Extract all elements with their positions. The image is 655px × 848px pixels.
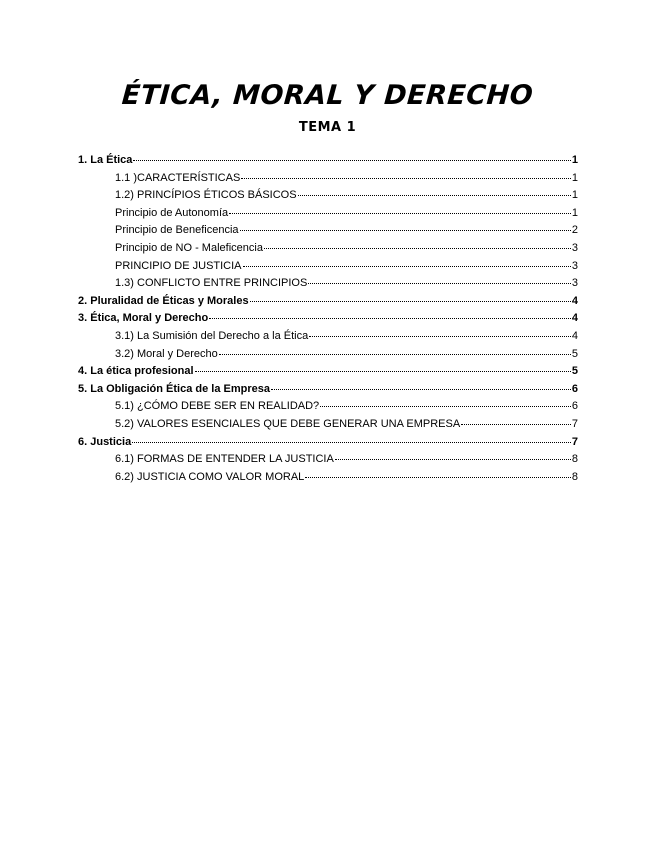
toc-entry-label: 1. La Ética [78,154,133,166]
document-subtitle: TEMA 1 [298,120,357,135]
toc-dot-leader [219,343,571,355]
toc-entry-page-number: 2 [571,224,578,237]
toc-entry-page-number: 7 [571,417,578,430]
toc-entry-page-number: 8 [571,470,578,483]
toc-dot-leader [132,431,571,443]
toc-entry-label: 6.1) FORMAS DE ENTENDER LA JUSTICIA [115,453,334,466]
toc-entry-label: 3.2) Moral y Derecho [115,347,218,360]
toc-entry-page-number: 3 [571,259,578,272]
toc-entry-label: PRINCIPIO DE JUSTICIA [115,259,242,272]
toc-entry-label: Principio de Beneficencia [115,224,239,237]
toc-entry-page-number: 6 [571,400,578,413]
toc-entry-page-number: 3 [571,241,578,254]
toc-entry-page-number: 3 [571,277,578,290]
toc-entry-page-number: 6 [571,382,578,395]
toc-entry-page-number: 5 [571,347,578,360]
toc-dot-leader [250,290,571,302]
toc-entry-label: 5.2) VALORES ESENCIALES QUE DEBE GENERAR UNA EMPRESA [115,417,461,430]
toc-dot-leader [461,413,571,425]
toc-entry-page-number: 4 [571,312,578,325]
toc-dot-leader [240,219,571,231]
toc-dot-leader [308,272,571,284]
table-of-contents [78,151,578,485]
toc-entry-label: Principio de NO - Maleficencia [115,241,263,254]
toc-entry-page-number: 1 [571,206,578,219]
toc-dot-leader [264,237,571,249]
toc-entry-label: 6. Justicia [78,435,132,448]
toc-dot-leader [320,395,571,407]
toc-entry-page-number: 1 [571,154,578,166]
toc-dot-leader [271,378,571,390]
toc-entry-label: 5. La Obligación Ética de la Empresa [78,382,270,395]
toc-dot-leader [133,149,570,161]
toc-dot-leader [195,360,571,372]
toc-entry-label: 5.1) ¿CÓMO DEBE SER EN REALIDAD? [115,400,320,413]
toc-dot-leader [298,184,571,196]
toc-entry-page-number: 8 [571,453,578,466]
toc-entry-label: 1.3) CONFLICTO ENTRE PRINCIPIOS [115,277,308,290]
toc-entry-label: 1.1 )CARACTERÍSTICAS [115,171,241,184]
toc-entry-label: 3. Ética, Moral y Derecho [78,312,209,325]
document-title: ÉTICA, MORAL Y DERECHO [120,80,535,111]
toc-entry-label: 6.2) JUSTICIA COMO VALOR MORAL [115,470,305,483]
toc-dot-leader [305,466,571,478]
toc-entry-page-number: 1 [571,171,578,184]
toc-entry-label: 1.2) PRINCÍPIOS ÉTICOS BÁSICOS [115,189,297,202]
toc-entry-page-number: 4 [571,294,578,307]
toc-dot-leader [209,307,571,319]
toc-entry-page-number: 4 [571,329,578,342]
toc-entry-page-number: 1 [571,189,578,202]
toc-dot-leader [335,448,571,460]
toc-dot-leader [309,325,571,337]
toc-dot-leader [241,167,571,179]
toc-entry-page-number: 7 [571,435,578,448]
toc-entry[interactable] [78,468,578,486]
toc-dot-leader [243,255,571,267]
toc-entry-label: 2. Pluralidad de Éticas y Morales [78,294,249,307]
toc-entry-label: 4. La ética profesional [78,365,194,378]
toc-dot-leader [229,202,571,214]
toc-entry-page-number: 5 [571,365,578,378]
toc-entry-label: Principio de Autonomía [115,206,229,219]
toc-entry-label: 3.1) La Sumisión del Derecho a la Ética [115,329,309,342]
